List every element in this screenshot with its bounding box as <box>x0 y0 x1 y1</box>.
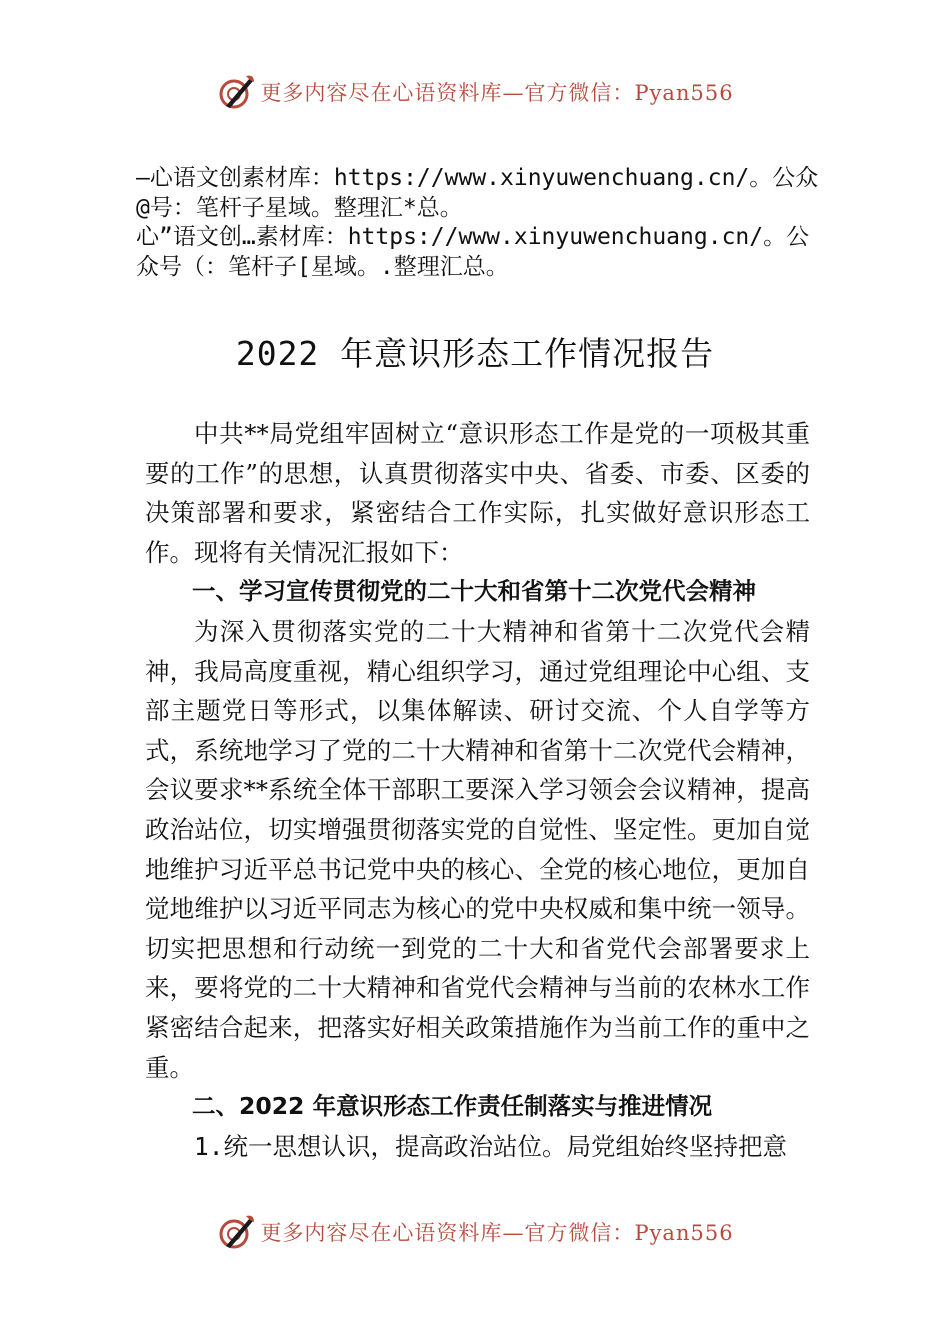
section-1-heading: 一、学习宣传贯彻党的二十大和省第十二次党代会精神 <box>192 577 756 606</box>
document-title: 2022 年意识形态工作情况报告 <box>235 334 715 373</box>
intro-paragraph: 中共**局党组牢固树立“意识形态工作是党的一项极其重要的工作”的思想，认真贯彻落实中央、省委、市委、区委的决策部署和要求，紧密结合工作实际，扎实做好意识形态工作。现将有关情况汇报如下： <box>145 419 810 567</box>
source-note-line: 心”语文创…素材库：https://www.xinyuwenchuang.cn/。公 <box>136 224 810 250</box>
source-note-line: 众号（：笔杆子[星域。.整理汇总。 <box>136 253 509 280</box>
source-notes <box>136 164 836 282</box>
quill-pen-logo-icon <box>216 72 256 112</box>
footer-watermark-banner <box>0 1210 950 1254</box>
section-1-paragraph: 为深入贯彻落实党的二十大精神和省第十二次党代会精神，我局高度重视，精心组织学习，通过党组理论中心组、支部主题党日等形式，以集体解读、研讨交流、个人自学等方式，系统地学习了党的二十大精神和省第十二次党代会精神，会议要求**系统全体干部职工要深入学习领会会议精神，提高政治站位，切实增强贯彻落实党的自觉性、坚定性。更加自觉地维护习近平总书记党中央的核心、全党的核心地位，更加自觉地维护以习近平同志为核心的党中央权威和集中统一领导。切实把思想和行动统一到党的二十大和省党代会部署要求上来，要将党的二十大精神和省党代会精神与当前的农林水工作紧密结合起来，把落实好相关政策措施作为当前工作的重中之重。 <box>145 616 810 1082</box>
section-2-heading: 二、2022 年意识形态工作责任制落实与推进情况 <box>192 1092 713 1121</box>
quill-pen-logo-icon <box>216 1212 256 1252</box>
source-note-line: @号：笔杆子星域。整理汇*总。 <box>136 194 463 221</box>
header-watermark-banner <box>0 70 950 114</box>
document-body <box>145 414 810 1166</box>
watermark-text: 更多内容尽在心语资料库—官方微信：Pyan556 <box>260 81 734 105</box>
section-2-item-1: 1.统一思想认识，提高政治站位。局党组始终坚持把意 <box>194 1131 787 1161</box>
watermark-text: 更多内容尽在心语资料库—官方微信：Pyan556 <box>260 1221 734 1245</box>
source-note-line: —心语文创素材库：https://www.xinyuwenchuang.cn/。公众 <box>136 165 819 191</box>
